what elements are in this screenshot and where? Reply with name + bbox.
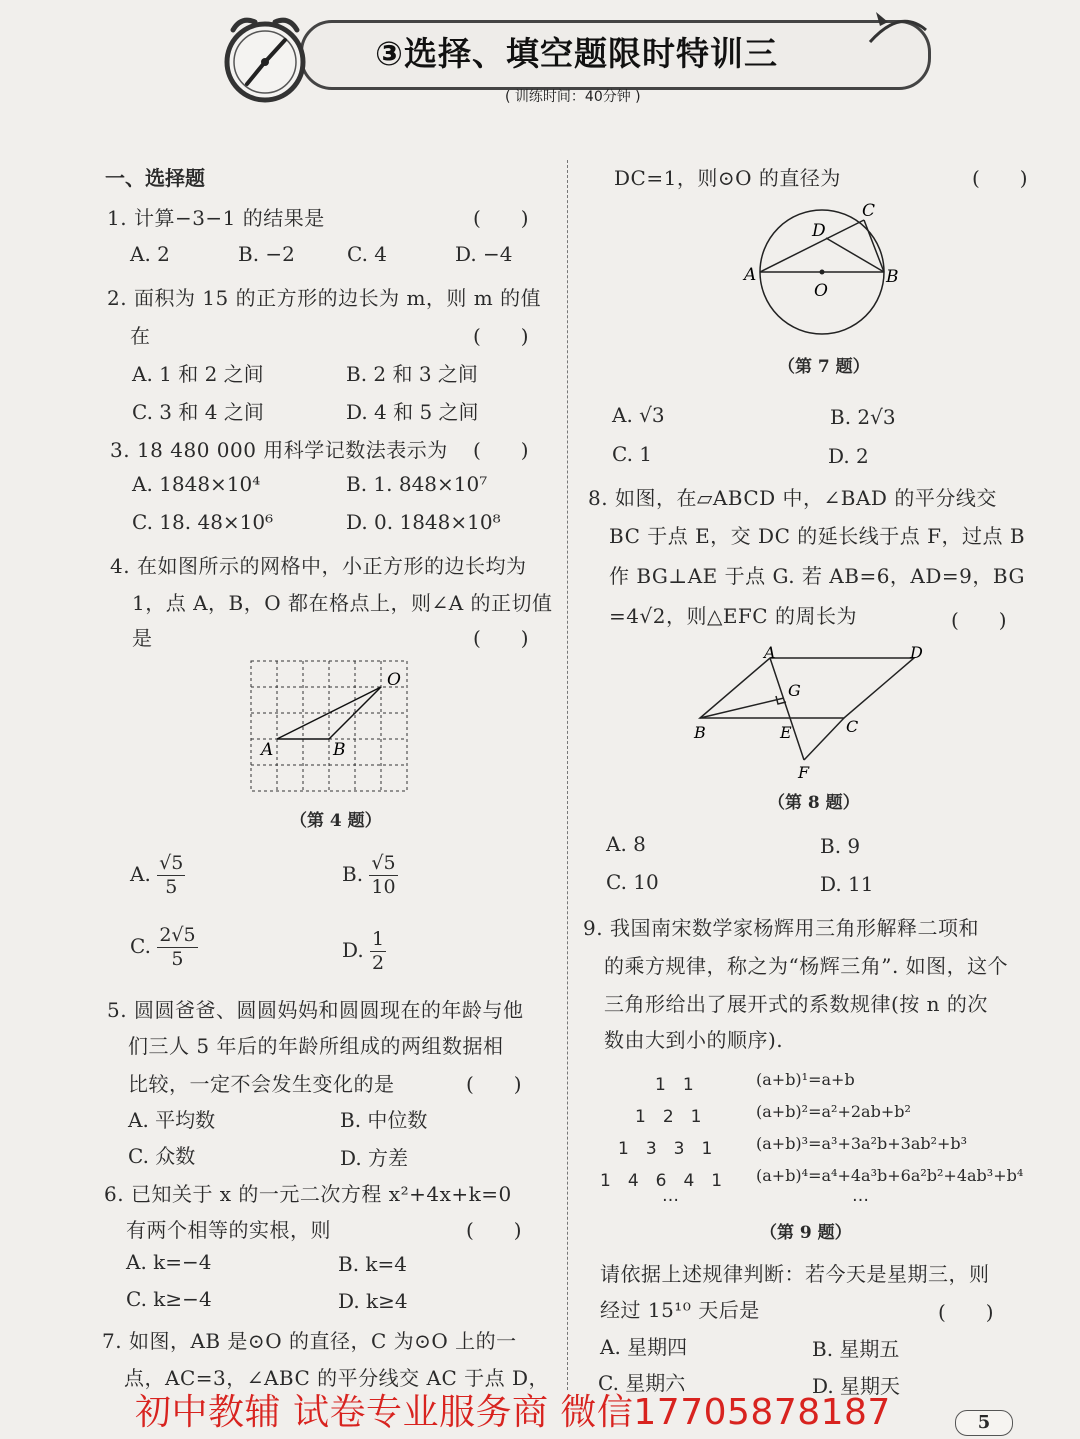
question-1-option: D. −4 xyxy=(455,242,513,266)
ellipsis: … xyxy=(852,1186,869,1206)
label-point-b: B xyxy=(886,267,899,287)
question-8-parallelogram-figure xyxy=(688,640,938,780)
question-7-stem: 7. 如图，AB 是⊙O 的直径，C 为⊙O 上的一 xyxy=(102,1329,517,1353)
label-point-a: A xyxy=(744,265,757,285)
question-1-option: B. −2 xyxy=(238,242,295,266)
binomial-formula: (a+b)²=a²+2ab+b² xyxy=(756,1102,911,1121)
question-5-stem: 比较，一定不会发生变化的是 xyxy=(128,1072,395,1096)
question-2-stem: 在 xyxy=(130,324,151,348)
label-point-g: G xyxy=(788,681,801,700)
question-7-option: B. 2√3 xyxy=(830,405,896,429)
question-2-option: C. 3 和 4 之间 xyxy=(132,400,264,424)
page-number: 5 xyxy=(955,1410,1013,1436)
question-6-stem: 有两个相等的实根，则 xyxy=(126,1218,331,1242)
triangle-row: 1 3 3 1 xyxy=(618,1139,713,1159)
question-7-stem: DC=1，则⊙O 的直径为 xyxy=(614,166,841,190)
label-point-o: O xyxy=(387,670,401,690)
training-time: ( 训练时间：40分钟 ) xyxy=(505,89,641,105)
label-point-f: F xyxy=(798,763,810,780)
watermark-ad: 初中教辅 试卷专业服务商 微信17705878187 xyxy=(135,1392,891,1433)
question-4-option-b: B. $\frac{√5}{10}$ xyxy=(342,852,396,898)
question-3-option: A. 1848×10⁴ xyxy=(132,472,261,496)
question-3-stem: 3. 18 480 000 用科学记数法表示为 xyxy=(110,438,448,462)
question-9-option: B. 星期五 xyxy=(812,1337,900,1361)
question-3-option: B. 1. 848×10⁷ xyxy=(346,472,488,496)
question-9-stem: 经过 15¹⁰ 天后是 xyxy=(600,1298,760,1322)
question-8-option: B. 9 xyxy=(820,834,861,858)
question-8-option: D. 11 xyxy=(820,872,874,896)
question-5-stem: 5. 圆圆爸爸、圆圆妈妈和圆圆现在的年龄与他 xyxy=(107,998,524,1022)
question-5-option: C. 众数 xyxy=(128,1144,196,1168)
answer-blank: ( ) xyxy=(473,324,529,348)
question-9-stem: 三角形给出了展开式的系数规律(按 n 的次 xyxy=(604,992,988,1016)
figure-caption: （第 8 题） xyxy=(768,793,860,813)
ellipsis: … xyxy=(662,1186,679,1206)
question-3-option: D. 0. 1848×10⁸ xyxy=(346,510,501,534)
question-3-option: C. 18. 48×10⁶ xyxy=(132,510,274,534)
question-5-option: A. 平均数 xyxy=(128,1108,216,1132)
label-point-b: B xyxy=(694,723,706,742)
label-point-a: A xyxy=(764,643,776,662)
answer-blank: ( ) xyxy=(473,206,529,230)
alarm-clock-icon xyxy=(215,12,315,104)
label-point-o: O xyxy=(814,281,828,301)
question-5-stem: 们三人 5 年后的年龄所组成的两组数据相 xyxy=(128,1034,504,1058)
question-2-option: B. 2 和 3 之间 xyxy=(346,362,478,386)
question-4-option-d: D. $\frac{1}{2}$ xyxy=(342,928,385,974)
question-5-option: B. 中位数 xyxy=(340,1108,428,1132)
answer-blank: ( ) xyxy=(473,438,529,462)
question-7-stem: 点，AC=3，∠ABC 的平分线交 AC 于点 D， xyxy=(124,1366,550,1390)
answer-blank: ( ) xyxy=(473,626,529,650)
question-9-stem: 数由大到小的顺序). xyxy=(604,1028,784,1052)
answer-blank: ( ) xyxy=(466,1218,522,1242)
question-8-option: A. 8 xyxy=(606,832,646,856)
question-6-option: A. k=−4 xyxy=(126,1250,212,1274)
question-7-circle-figure xyxy=(740,198,910,348)
question-9-stem: 9. 我国南宋数学家杨辉用三角形解释二项和 xyxy=(583,916,979,940)
question-4-stem: 是 xyxy=(132,626,153,650)
question-6-option: C. k≥−4 xyxy=(126,1287,212,1311)
section-heading: 一、选择题 xyxy=(105,166,205,190)
question-5-option: D. 方差 xyxy=(340,1146,409,1170)
question-8-stem: BC 于点 E，交 DC 的延长线于点 F，过点 B xyxy=(609,524,1026,548)
question-1-option: C. 4 xyxy=(347,242,388,266)
triangle-row: 1 1 xyxy=(655,1075,694,1095)
triangle-row: 1 4 6 4 1 xyxy=(600,1171,723,1191)
question-9-stem: 请依据上述规律判断：若今天是星期三，则 xyxy=(600,1262,990,1286)
question-2-option: A. 1 和 2 之间 xyxy=(132,362,264,386)
binomial-formula: (a+b)⁴=a⁴+4a³b+6a²b²+4ab³+b⁴ xyxy=(756,1166,1024,1185)
triangle-row: 1 2 1 xyxy=(635,1107,702,1127)
question-9-option: A. 星期四 xyxy=(600,1335,688,1359)
question-4-stem: 4. 在如图所示的网格中，小正方形的边长均为 xyxy=(110,554,527,578)
question-6-option: D. k≥4 xyxy=(338,1289,408,1313)
question-6-option: B. k=4 xyxy=(338,1252,408,1276)
question-2-option: D. 4 和 5 之间 xyxy=(346,400,479,424)
label-point-d: D xyxy=(910,643,923,662)
page-title: ③选择、填空题限时特训三 xyxy=(375,34,778,73)
question-8-stem: =4√2，则△EFC 的周长为 xyxy=(609,604,857,628)
label-point-a: A xyxy=(261,740,274,760)
label-point-e: E xyxy=(780,723,792,742)
column-divider xyxy=(567,160,568,1390)
question-1-option: A. 2 xyxy=(130,242,170,266)
question-8-stem: 作 BG⊥AE 于点 G. 若 AB=6，AD=9，BG xyxy=(609,564,1025,588)
question-9-option: D. 星期天 xyxy=(812,1374,901,1398)
answer-blank: ( ) xyxy=(466,1072,522,1096)
question-7-option: A. √3 xyxy=(612,403,665,427)
question-4-option-a: A. $\frac{√5}{5}$ xyxy=(130,852,184,898)
binomial-formula: (a+b)³=a³+3a²b+3ab²+b³ xyxy=(756,1134,968,1153)
question-9-stem: 的乘方规律，称之为“杨辉三角”. 如图，这个 xyxy=(604,954,1009,978)
question-2-stem: 2. 面积为 15 的正方形的边长为 m，则 m 的值 xyxy=(107,286,542,310)
label-point-c: C xyxy=(862,201,876,221)
binomial-formula: (a+b)¹=a+b xyxy=(756,1070,855,1089)
arrow-swoosh-icon xyxy=(860,8,930,48)
figure-caption: （第 4 题） xyxy=(290,811,382,831)
label-point-c: C xyxy=(846,717,859,736)
question-4-stem: 1，点 A，B，O 都在格点上，则∠A 的正切值 xyxy=(132,591,553,615)
question-6-stem: 6. 已知关于 x 的一元二次方程 x²+4x+k=0 xyxy=(104,1182,512,1206)
question-8-option: C. 10 xyxy=(606,870,659,894)
question-8-stem: 8. 如图，在▱ABCD 中，∠BAD 的平分线交 xyxy=(588,486,997,510)
question-4-grid-figure xyxy=(245,655,415,800)
answer-blank: ( ) xyxy=(951,608,1007,632)
label-point-d: D xyxy=(812,221,826,241)
answer-blank: ( ) xyxy=(938,1300,994,1324)
figure-caption: （第 9 题） xyxy=(760,1223,852,1243)
label-point-b: B xyxy=(333,740,346,760)
answer-blank: ( ) xyxy=(972,166,1028,190)
question-1-stem: 1. 计算−3−1 的结果是 xyxy=(107,206,325,230)
question-9-option: C. 星期六 xyxy=(598,1371,686,1395)
figure-caption: （第 7 题） xyxy=(778,357,870,377)
question-4-option-c: C. $\frac{2√5}{5}$ xyxy=(130,924,196,970)
question-7-option: D. 2 xyxy=(828,444,869,468)
question-7-option: C. 1 xyxy=(612,442,653,466)
